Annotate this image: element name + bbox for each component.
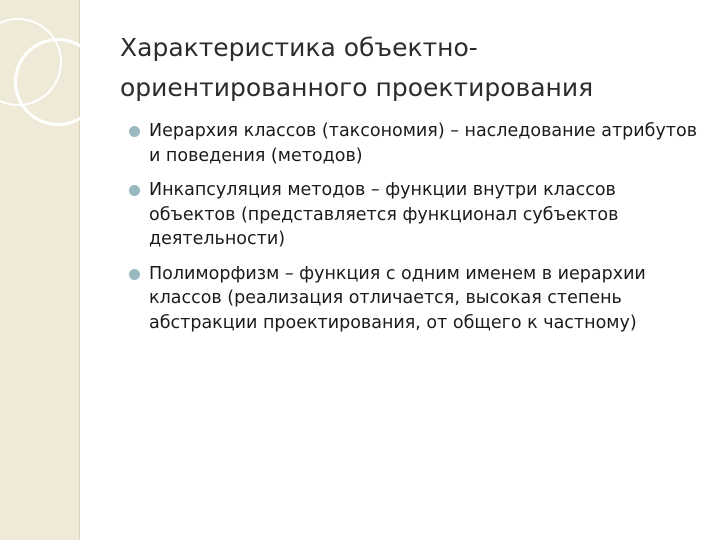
bullet-dot-icon [129, 126, 140, 137]
bullet-item [129, 119, 704, 168]
slide-title: Характеристика объектно-ориентированного проектирования [120, 33, 594, 102]
decorative-circle [14, 38, 102, 126]
bullet-text: Полиморфизм – функция с одним именем в иерархии классов (реализация отличается, высокая степень абстракции проектирования, от общего к частному) [149, 263, 646, 333]
bullet-list [129, 119, 704, 345]
bullet-item [129, 262, 704, 336]
bullet-item [129, 178, 704, 252]
bullet-dot-icon [129, 269, 140, 280]
bullet-text: Инкапсуляция методов – функции внутри классов объектов (представляется функционал субъектов деятельности) [149, 180, 619, 249]
bullet-dot-icon [129, 185, 140, 196]
decorative-side-panel [0, 0, 80, 540]
bullet-text: Иерархия классов (таксономия) – наследование атрибутов и поведения (методов) [149, 121, 698, 166]
